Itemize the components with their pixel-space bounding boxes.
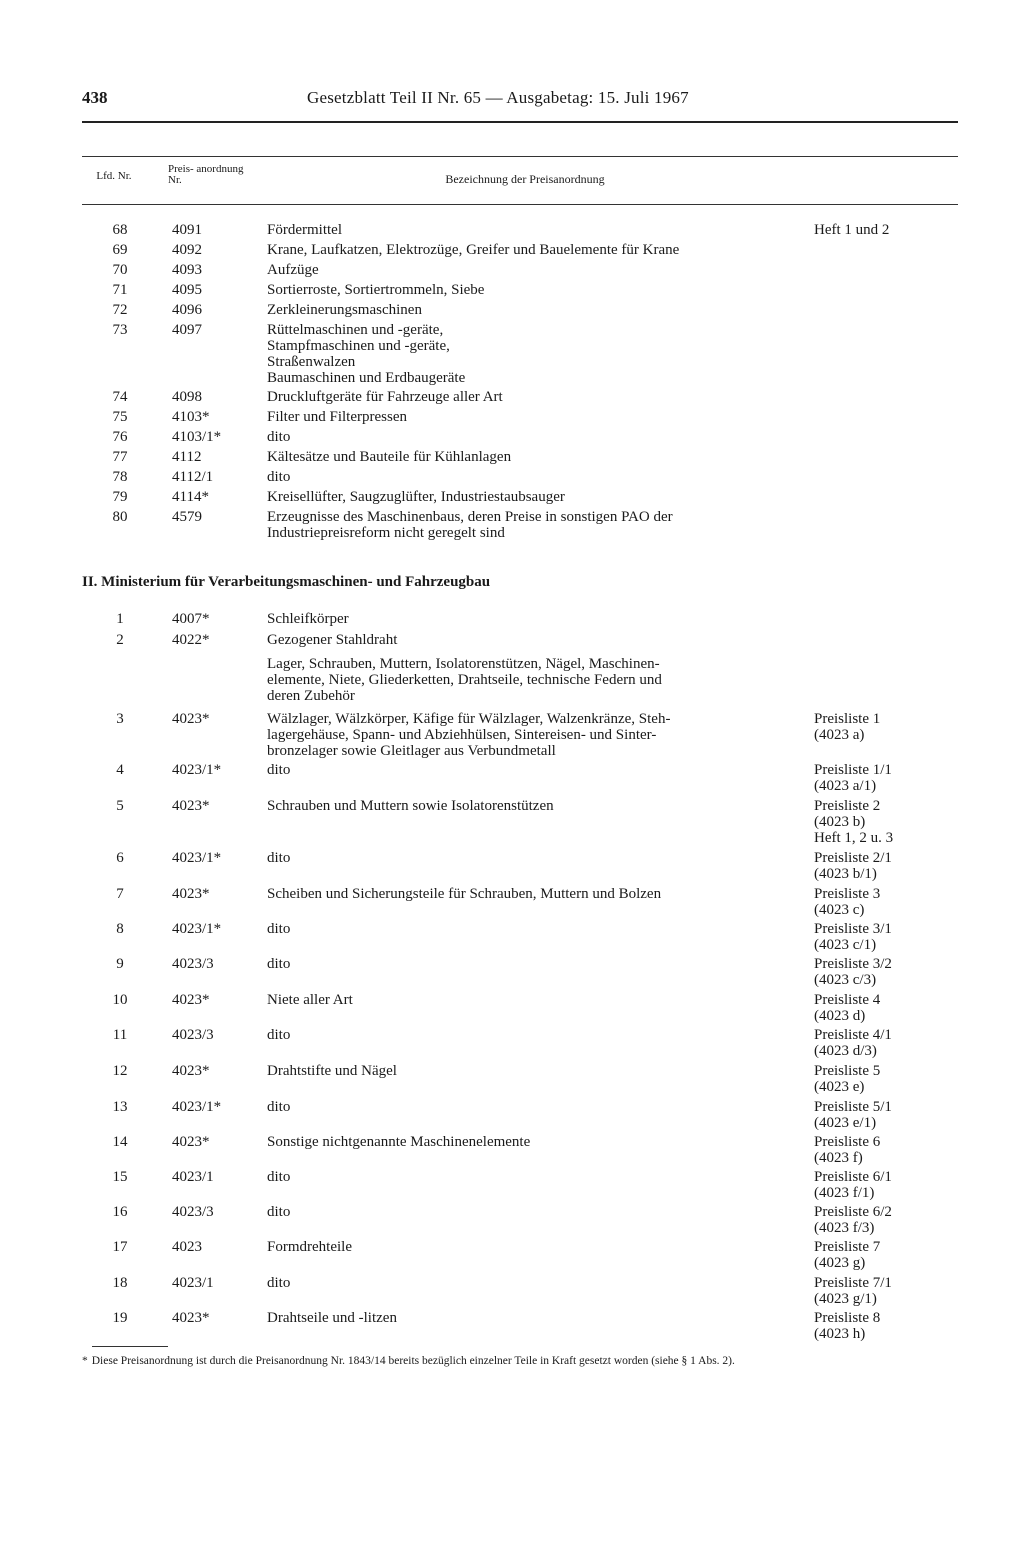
lfd-nr-cell: 77	[112, 449, 128, 465]
note-cell: Preisliste 6 (4023 f)	[814, 1134, 881, 1166]
lfd-nr-cell: 15	[112, 1169, 128, 1185]
note-cell: Preisliste 3 (4023 c)	[814, 886, 881, 918]
bezeichnung-cell: dito	[267, 1099, 291, 1115]
table-top-rule	[82, 156, 958, 157]
lfd-nr-cell: 3	[116, 711, 124, 727]
column-header-lfd-nr: Lfd. Nr.	[96, 170, 132, 182]
note-cell: Preisliste 3/2 (4023 c/3)	[814, 956, 892, 988]
bezeichnung-cell: Schleifkörper	[267, 611, 349, 627]
bezeichnung-cell: Lager, Schrauben, Muttern, Isolatorenstützen, Nägel, Maschinen- elemente, Niete, Gliederketten, Drahtseile, technische Federn und deren Zubehör	[267, 656, 662, 704]
bezeichnung-cell: Krane, Laufkatzen, Elektrozüge, Greifer und Bauelemente für Krane	[267, 242, 680, 258]
bezeichnung-cell: Niete aller Art	[267, 992, 353, 1008]
footnote-symbol: *	[82, 1355, 88, 1367]
preisanordnung-cell: 4023*	[172, 886, 210, 902]
preisanordnung-cell: 4112/1	[172, 469, 214, 485]
preisanordnung-cell: 4093	[172, 262, 202, 278]
bezeichnung-cell: dito	[267, 1027, 291, 1043]
bezeichnung-cell: dito	[267, 429, 291, 445]
preisanordnung-cell: 4096	[172, 302, 202, 318]
bezeichnung-cell: dito	[267, 1275, 291, 1291]
preisanordnung-cell: 4092	[172, 242, 202, 258]
column-header-bezeichnung: Bezeichnung der Preisanordnung	[445, 172, 605, 186]
note-cell: Preisliste 1/1 (4023 a/1)	[814, 762, 892, 794]
bezeichnung-cell: Schrauben und Muttern sowie Isolatorenstützen	[267, 798, 554, 814]
footnote-rule	[92, 1346, 168, 1347]
preisanordnung-cell: 4023/1*	[172, 762, 222, 778]
note-cell: Preisliste 7 (4023 g)	[814, 1239, 881, 1271]
bezeichnung-cell: Druckluftgeräte für Fahrzeuge aller Art	[267, 389, 503, 405]
bezeichnung-cell: dito	[267, 762, 291, 778]
lfd-nr-cell: 13	[112, 1099, 128, 1115]
bezeichnung-cell: dito	[267, 469, 291, 485]
preisanordnung-cell: 4023*	[172, 992, 210, 1008]
lfd-nr-cell: 68	[112, 222, 128, 238]
bezeichnung-cell: dito	[267, 956, 291, 972]
footnote-text: Diese Preisanordnung ist durch die Preisanordnung Nr. 1843/14 bereits bezüglich einzelner Teile in Kraft gesetzt worden (siehe § 1 Abs. 2).	[91, 1355, 735, 1367]
preisanordnung-cell: 4579	[172, 509, 202, 525]
bezeichnung-cell: Kreisellüfter, Saugzuglüfter, Industriestaubsauger	[267, 489, 565, 505]
preisanordnung-cell: 4023*	[172, 711, 210, 727]
preisanordnung-cell: 4023/1*	[172, 921, 222, 937]
preisanordnung-cell: 4023/1	[172, 1275, 214, 1291]
gazette-title: Gesetzblatt Teil II Nr. 65 — Ausgabetag: 15. Juli 1967	[307, 88, 689, 107]
column-header-preisanordnung-nr: Preis- anordnung Nr.	[168, 163, 244, 186]
lfd-nr-cell: 69	[112, 242, 128, 258]
lfd-nr-cell: 14	[112, 1134, 128, 1150]
note-cell: Preisliste 4/1 (4023 d/3)	[814, 1027, 892, 1059]
note-cell: Preisliste 6/1 (4023 f/1)	[814, 1169, 892, 1201]
note-cell: Preisliste 5/1 (4023 e/1)	[814, 1099, 892, 1131]
bezeichnung-cell: dito	[267, 1204, 291, 1220]
bezeichnung-cell: Zerkleinerungsmaschinen	[267, 302, 422, 318]
preisanordnung-cell: 4097	[172, 322, 202, 338]
preisanordnung-cell: 4103*	[172, 409, 210, 425]
note-cell: Preisliste 7/1 (4023 g/1)	[814, 1275, 892, 1307]
lfd-nr-cell: 78	[112, 469, 128, 485]
preisanordnung-cell: 4023/1*	[172, 850, 222, 866]
lfd-nr-cell: 4	[116, 762, 124, 778]
preisanordnung-cell: 4007*	[172, 611, 210, 627]
bezeichnung-cell: Drahtstifte und Nägel	[267, 1063, 397, 1079]
page-header	[82, 88, 958, 114]
note-cell: Preisliste 5 (4023 e)	[814, 1063, 881, 1095]
note-cell: Preisliste 6/2 (4023 f/3)	[814, 1204, 892, 1236]
preisanordnung-cell: 4023/1*	[172, 1099, 222, 1115]
bezeichnung-cell: Drahtseile und -litzen	[267, 1310, 397, 1326]
bezeichnung-cell: Kältesätze und Bauteile für Kühlanlagen	[267, 449, 512, 465]
note-cell: Preisliste 4 (4023 d)	[814, 992, 881, 1024]
bezeichnung-cell: Gezogener Stahldraht	[267, 632, 398, 648]
preisanordnung-cell: 4023/3	[172, 1204, 214, 1220]
preisanordnung-cell: 4023*	[172, 1310, 210, 1326]
lfd-nr-cell: 1	[116, 611, 124, 627]
lfd-nr-cell: 70	[112, 262, 128, 278]
lfd-nr-cell: 5	[116, 798, 124, 814]
preisanordnung-cell: 4022*	[172, 632, 210, 648]
section-2-title: II. Ministerium für Verarbeitungsmaschinen- und Fahrzeugbau	[82, 574, 491, 590]
lfd-nr-cell: 18	[112, 1275, 128, 1291]
preisanordnung-cell: 4023*	[172, 1134, 210, 1150]
preisanordnung-cell: 4023/3	[172, 1027, 214, 1043]
preisanordnung-cell: 4103/1*	[172, 429, 222, 445]
table-header-rule	[82, 204, 958, 205]
preisanordnung-cell: 4023/3	[172, 956, 214, 972]
lfd-nr-cell: 2	[116, 632, 124, 648]
bezeichnung-cell: Aufzüge	[267, 262, 319, 278]
bezeichnung-cell: Filter und Filterpressen	[267, 409, 407, 425]
bezeichnung-cell: dito	[267, 1169, 291, 1185]
lfd-nr-cell: 6	[116, 850, 124, 866]
preisanordnung-cell: 4023/1	[172, 1169, 214, 1185]
lfd-nr-cell: 12	[112, 1063, 128, 1079]
lfd-nr-cell: 16	[112, 1204, 128, 1220]
preisanordnung-cell: 4112	[172, 449, 202, 465]
preisanordnung-cell: 4098	[172, 389, 202, 405]
footnote	[82, 1354, 958, 1368]
lfd-nr-cell: 9	[116, 956, 124, 972]
bezeichnung-cell: dito	[267, 921, 291, 937]
preisanordnung-cell: 4023	[172, 1239, 202, 1255]
lfd-nr-cell: 10	[112, 992, 128, 1008]
page-number: 438	[82, 88, 108, 107]
lfd-nr-cell: 8	[116, 921, 124, 937]
preisanordnung-cell: 4095	[172, 282, 202, 298]
bezeichnung-cell: Rüttelmaschinen und -geräte, Stampfmaschinen und -geräte, Straßenwalzen Baumaschinen und Erdbaugeräte	[267, 322, 466, 386]
lfd-nr-cell: 19	[112, 1310, 128, 1326]
bezeichnung-cell: Formdrehteile	[267, 1239, 352, 1255]
lfd-nr-cell: 73	[112, 322, 128, 338]
preisanordnung-cell: 4091	[172, 222, 202, 238]
bezeichnung-cell: Scheiben und Sicherungsteile für Schrauben, Muttern und Bolzen	[267, 886, 662, 902]
preisanordnung-cell: 4023*	[172, 798, 210, 814]
bezeichnung-cell: Fördermittel	[267, 222, 342, 238]
bezeichnung-cell: Erzeugnisse des Maschinenbaus, deren Preise in sonstigen PAO der Industriepreisreform nicht geregelt sind	[267, 509, 673, 541]
note-cell: Preisliste 2/1 (4023 b/1)	[814, 850, 892, 882]
note-cell: Preisliste 3/1 (4023 c/1)	[814, 921, 892, 953]
bezeichnung-cell: Wälzlager, Wälzkörper, Käfige für Wälzlager, Walzenkränze, Steh- lagergehäuse, Spann- und Abziehhülsen, Sintereisen- und Sinter- bronzelager sowie Gleitlager aus Verbundmetall	[267, 711, 671, 759]
lfd-nr-cell: 72	[112, 302, 128, 318]
lfd-nr-cell: 76	[112, 429, 128, 445]
bezeichnung-cell: Sonstige nichtgenannte Maschinenelemente	[267, 1134, 531, 1150]
note-cell: Heft 1 und 2	[814, 222, 890, 238]
note-cell: Preisliste 8 (4023 h)	[814, 1310, 881, 1342]
bezeichnung-cell: Sortierroste, Sortiertrommeln, Siebe	[267, 282, 485, 298]
lfd-nr-cell: 17	[112, 1239, 128, 1255]
lfd-nr-cell: 75	[112, 409, 128, 425]
header-rule	[82, 121, 958, 123]
lfd-nr-cell: 79	[112, 489, 128, 505]
note-cell: Preisliste 1 (4023 a)	[814, 711, 881, 743]
lfd-nr-cell: 74	[112, 389, 128, 405]
preisanordnung-cell: 4023*	[172, 1063, 210, 1079]
preisanordnung-cell: 4114*	[172, 489, 209, 505]
lfd-nr-cell: 11	[112, 1027, 128, 1043]
bezeichnung-cell: dito	[267, 850, 291, 866]
lfd-nr-cell: 71	[112, 282, 128, 298]
lfd-nr-cell: 7	[116, 886, 124, 902]
note-cell: Preisliste 2 (4023 b) Heft 1, 2 u. 3	[814, 798, 894, 846]
lfd-nr-cell: 80	[112, 509, 128, 525]
